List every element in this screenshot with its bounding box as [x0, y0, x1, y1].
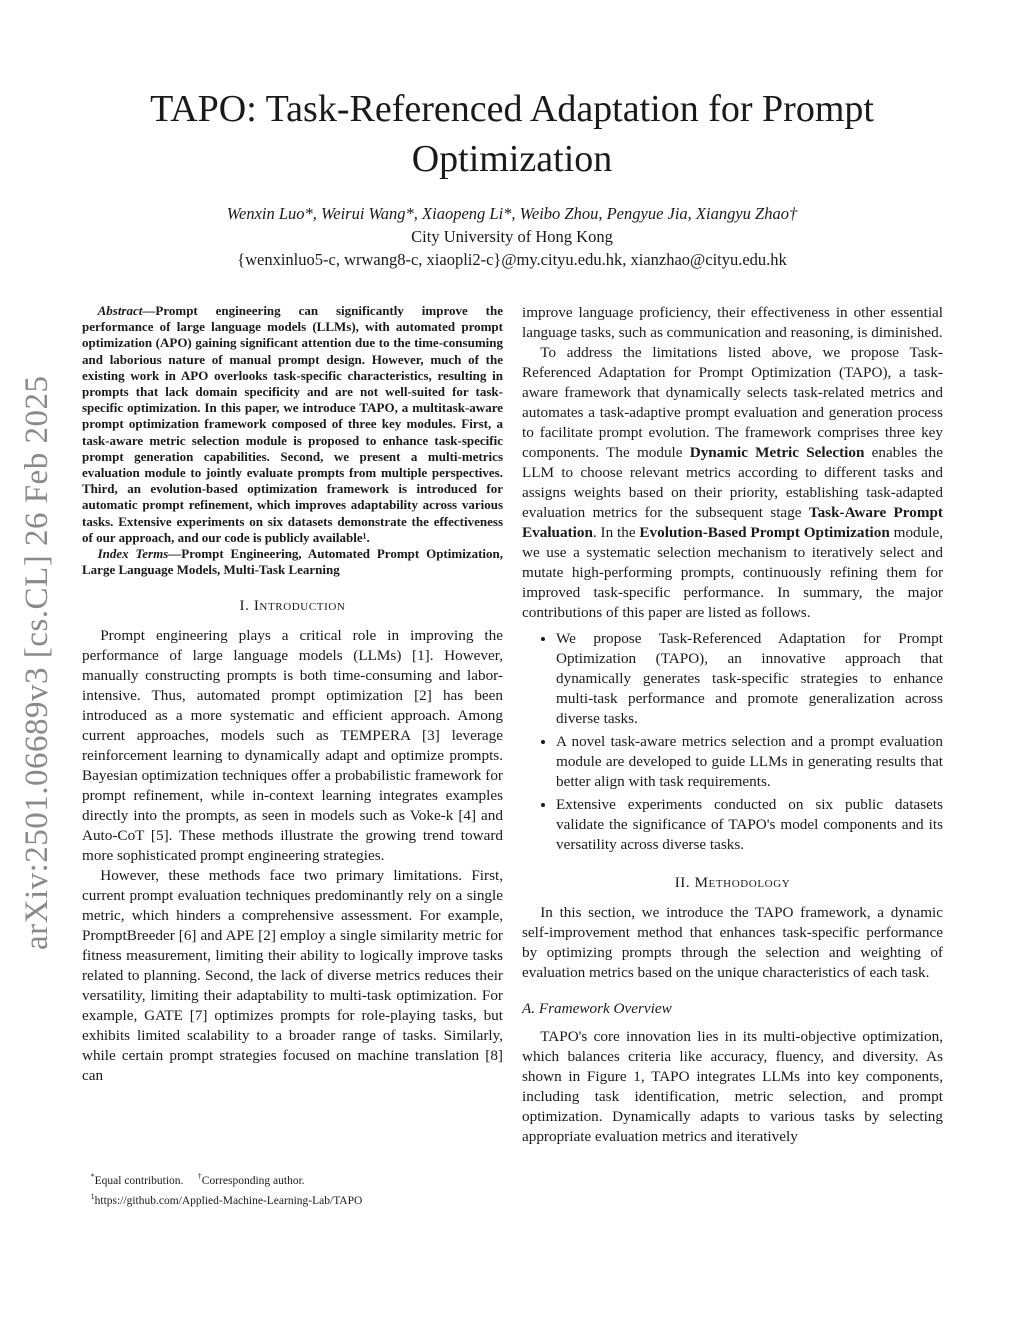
author-names: Wenxin Luo*, Weirui Wang*, Xiaopeng Li*, Weibo Zhou, Pengyue Jia, Xiangyu Zhao† — [226, 204, 798, 223]
contribution-item: • Extensive experiments conducted on six public datasets validate the significance of TAPO's model components and its versatility across diverse tasks. — [556, 795, 943, 855]
term-evolution-based-prompt-optimization: Evolution-Based Prompt Optimization — [639, 524, 890, 541]
abstract-lead: Abstract— — [97, 303, 156, 318]
abstract — [82, 303, 503, 546]
footnote-equal-contribution — [82, 1169, 503, 1189]
section-heading-methodology: II. Methodology — [674, 875, 791, 891]
index-terms-lead: Index Terms— — [97, 546, 182, 562]
index-terms-text: Prompt Engineering, Automated Prompt Optimization, Large Language Models, Multi-Task Learning — [82, 546, 503, 578]
contribution-item: • We propose Task-Referenced Adaptation for Prompt Optimization (TAPO), an innovative approach that dynamically generates task-specific strategies to enhance multi-task performance and promote generalization across diverse tasks. — [556, 629, 943, 729]
footnote-text: Corresponding author. — [201, 1174, 305, 1187]
arxiv-identifier: arXiv:2501.06689v3 [cs.CL] 26 Feb 2025 — [19, 375, 55, 950]
index-terms — [82, 546, 503, 578]
right-column — [522, 303, 943, 1147]
section-heading-introduction: I. Introduction — [239, 598, 346, 615]
intro-paragraph-3 — [522, 343, 943, 623]
intro-p3-text-d: . In the — [592, 524, 640, 541]
contribution-item: • A novel task-aware metrics selection and a prompt evaluation module are developed to guide LLMs in generating results that better align with task requirements. — [556, 732, 943, 792]
intro-p3-text-c: enables the LLM to choose relevant metrics according to different tasks and assigns weights based on their priority, establishing task-adapted evaluation metrics for the subsequent stage — [522, 444, 943, 521]
method-paragraph-2: TAPO's core innovation lies in its multi-objective optimization, which balances criteria like accuracy, fluency, and diversity. As shown in Figure 1, TAPO integrates LLMs into key components, including task identification, metric selection, and prompt optimization. Dynamically adapts to various tasks by selecting appropriate evaluation metrics and iteratively — [522, 1028, 943, 1145]
title-line-2: Optimization — [411, 138, 613, 180]
affiliation: City University of Hong Kong — [411, 227, 613, 246]
footnote-text: Equal contribution. — [94, 1174, 184, 1187]
paper-title — [80, 84, 944, 184]
title-line-1: TAPO: Task-Referenced Adaptation for Prompt — [150, 88, 874, 130]
intro-paragraph-2: However, these methods face two primary limitations. First, current prompt evaluation techniques predominantly rely on a single metric, which hinders a comprehensive assessment. For example, PromptBreeder [6] and APE [2] employ a single similarity metric for fitness measurement, limiting their ability to logically improve tasks related to planning. Second, the lack of diverse metrics reduces their versatility, limiting their adaptability to multi-task optimization. For example, GATE [7] optimizes prompts for role-playing tasks, but exhibits limited scalability to a broader range of tasks. Similarly, while certain prompt strategies focused on machine translation [8] can — [82, 867, 503, 1085]
term-dynamic-metric-selection: Dynamic Metric Selection — [689, 444, 865, 461]
intro-paragraph-1: Prompt engineering plays a critical role in improving the performance of large language models (LLMs) [1]. However, manually constructing prompts is both time-consuming and labor-intensive. Thus, automated prompt optimization [2] has been introduced as a more systematic and efficient approach. Among current approaches, models such as TEMPERA [3] leverage reinforcement learning to dynamically adapt and optimize prompts. Bayesian optimization techniques offer a probabilistic framework for prompt refinement, while in-context learning integrates examples directly into the prompts, as seen in models such as Voke-k [4] and Auto-CoT [5]. These methods illustrate the growing trend toward more sophisticated prompt engineering strategies. — [82, 627, 503, 865]
subsection-heading-framework-overview: A. Framework Overview — [522, 1000, 672, 1017]
abstract-text: Prompt engineering can significantly improve the performance of large language models (LLMs), with automated prompt optimization (APO) gaining significant attention due to the time-consuming and laborious nature of manual prompt design. However, much of the existing work in APO overlooks task-specific characteristics, resulting in prompts that lack domain specificity and are not well-suited for task-specific optimization. In this paper, we introduce TAPO, a multitask-aware prompt optimization framework composed of three key modules. First, a task-aware metric selection module is proposed to enhance task-specific prompt generation capabilities. Second, we present a multi-metrics evaluation module to jointly evaluate prompts from multiple perspectives. Third, an evolution-based optimization framework is introduced for automatic prompt refinement, which improves adaptability across various tasks. Extensive experiments on six datasets demonstrate the effectiveness of our approach, and our code is publicly available¹. — [82, 303, 503, 545]
footnote-mark: 1 — [90, 1191, 95, 1201]
left-column — [82, 303, 503, 1086]
method-paragraph-1: In this section, we introduce the TAPO framework, a dynamic self-improvement method that enhances task-specific performance by optimizing prompts through the selection and weighting of evaluation metrics based on the unique characteristics of each task. — [522, 904, 943, 981]
footnote-mark: † — [197, 1172, 202, 1181]
author-emails: {wenxinluo5-c, wrwang8-c, xiaopli2-c}@my.cityu.edu.hk, xianzhao@cityu.edu.hk — [237, 250, 787, 269]
intro-p3-text-a: To address the limitations listed above, we propose Task-Referenced Adaptation for Prompt Optimization (TAPO), a task-aware framework that dynamically selects task-related metrics and automates a task-adaptive prompt evaluation and generation process to facilitate prompt evolution. The framework comprises three key components. The module — [522, 344, 943, 461]
contribution-list — [522, 629, 943, 855]
footnote-code-url — [82, 1189, 503, 1209]
footnote-mark: * — [90, 1172, 95, 1181]
footnotes — [82, 1169, 503, 1209]
term-task-aware-prompt-evaluation: Task-Aware Prompt Evaluation — [522, 504, 943, 541]
intro-p3-text-e: module, we use a systematic selection mechanism to iteratively select and mutate high-performing prompts, continuously refining them for improved task-specific performance. In summary, the major contributions of this paper are listed as follows. — [522, 524, 943, 621]
footnote-url: https://github.com/Applied-Machine-Learning-Lab/TAPO — [94, 1194, 363, 1207]
author-block — [80, 202, 944, 271]
intro-paragraph-2-continued: improve language proficiency, their effectiveness in other essential language tasks, such as communication and reasoning, is diminished. — [522, 304, 943, 341]
